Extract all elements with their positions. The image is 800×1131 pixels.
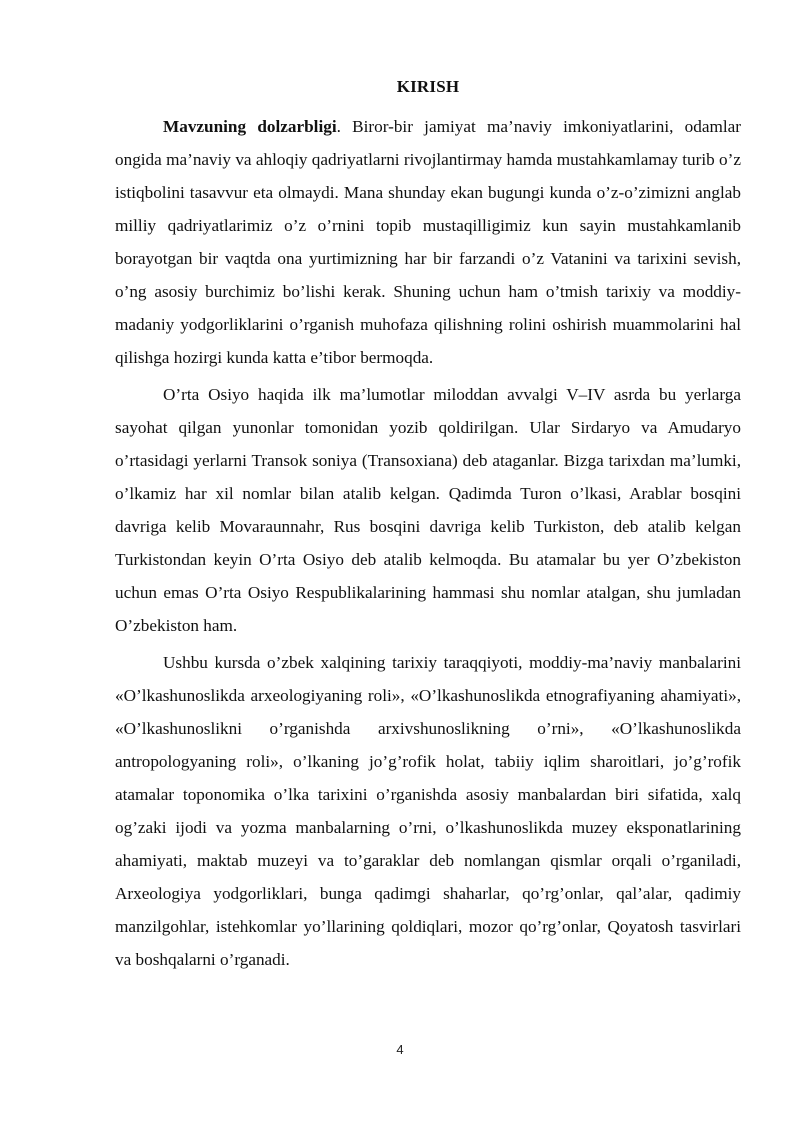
paragraph-3-text: Ushbu kursda o’zbek xalqining tarixiy taraqqiyoti, moddiy-ma’naviy manbalarini «O’lkashunoslikda arxeologiyaning roli», «O’lkashunoslikda etnografiyaning ahamiyati», «O’lkashunoslikni o’rganishda arxivshunoslikning o’rni», «O’lkashunoslikda antropologyaning roli», o’lkaning jo’g’rofik holat, tabiiy iqlim sharoitlari, jo’g’rofik atamalar toponomika o’lka tarixini o’rganishda asosiy manbalardan biri sifatida, xalq og’zaki ijodi va yozma manbalarning o’rni, o’lkashunoslikda muzey eksponatlarining ahamiyati, maktab muzeyi va to’garaklar deb nomlangan qismlar orqali o’rganiladi, Arxeologiya yodgorliklari, bunga qadimgi shaharlar, qo’rg’onlar, qal’alar, qadimiy manzilgohlar, istehkomlar yo’llarining qoldiqlari, mozor qo’rg’onlar, Qoyatosh tasvirlari va boshqalarni o’rganadi. bbox=[115, 653, 741, 969]
document-page bbox=[115, 74, 741, 976]
paragraph-3 bbox=[115, 646, 741, 976]
page-number: 4 bbox=[396, 1042, 404, 1057]
section-title: KIRISH bbox=[396, 77, 460, 96]
paragraph-2-text: O’rta Osiyo haqida ilk ma’lumotlar miloddan avvalgi V–IV asrda bu yerlarga sayohat qilgan yunonlar tomonidan yozib qoldirilgan. Ular Sirdaryo va Amudaryo o’rtasidagi yerlarni Transok soniya (Transoxiana) deb ataganlar. Bizga tarixdan ma’lumki, o’lkamiz har xil nomlar bilan atalib kelgan. Qadimda Turon o’lkasi, Arablar bosqini davriga kelib Movaraunnahr, Rus bosqini davriga kelib Turkiston, deb atalib kelgan Turkistondan keyin O’rta Osiyo deb atalib kelmoqda. Bu atamalar bu yer O’zbekiston uchun emas O’rta Osiyo Respublikalarining hammasi shu nomlar atalgan, shu jumladan O’zbekiston ham. bbox=[115, 385, 741, 635]
paragraph-1 bbox=[115, 110, 741, 374]
paragraph-1-text: . Biror-bir jamiyat ma’naviy imkoniyatlarini, odamlar ongida ma’naviy va ahloqiy qadriyatlarni rivojlantirmay hamda mustahkamlamay turib o’z istiqbolini tasavvur eta olmaydi. Mana shunday ekan bugungi kunda o’z-o’zimizni anglab milliy qadriyatlarimiz o’z o’rnini topib mustaqilligimiz kun sayin mustahkamlanib borayotgan bir vaqtda ona yurtimizning har bir farzandi o’z Vatanini va tarixini sevish, o’ng asosiy burchimiz bo’lishi kerak. Shuning uchun ham o’tmish tarixiy va moddiy-madaniy yodgorliklarini o’rganish muhofaza qilishning rolini oshirish muammolarini hal qilishga hozirgi kunda katta e’tibor bermoqda. bbox=[115, 117, 741, 367]
paragraph-lead-heading: Mavzuning dolzarbligi bbox=[163, 117, 337, 136]
paragraph-2 bbox=[115, 378, 741, 642]
